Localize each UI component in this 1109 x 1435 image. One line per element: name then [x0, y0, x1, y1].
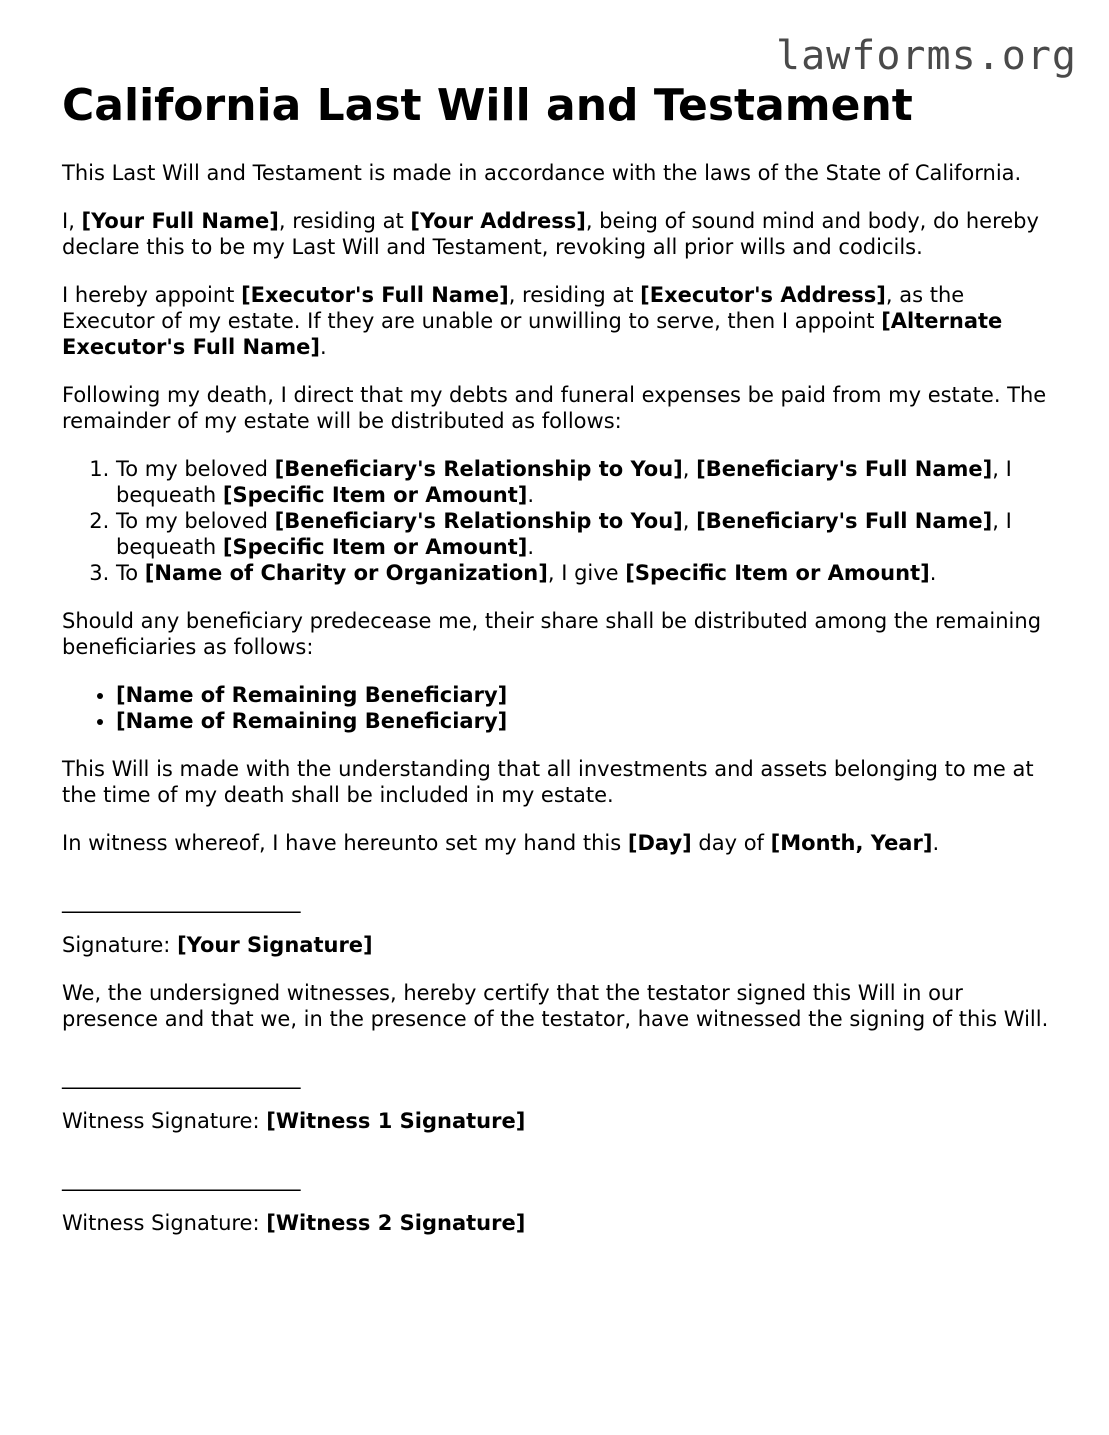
month-year-field: [Month, Year]	[770, 831, 933, 855]
witness-clause-paragraph: In witness whereof, I have hereunto set my hand this [Day] day of [Month, Year].	[62, 831, 940, 855]
beneficiary-name-field: [Beneficiary's Full Name]	[696, 457, 993, 481]
assets-paragraph: This Will is made with the understanding that all investments and assets belonging to me at the time of my death shall be included in my estate.	[62, 757, 1034, 807]
intro-paragraph: This Last Will and Testament is made in accordance with the laws of the State of California.	[62, 161, 1022, 185]
specific-item-field: [Specific Item or Amount]	[222, 535, 528, 559]
alternate-executor-field: [Alternate Executor's Full Name]	[62, 309, 1003, 359]
beneficiary-relationship-field: [Beneficiary's Relationship to You]	[274, 457, 683, 481]
witness2-signature-line: _________________________	[62, 1167, 300, 1191]
beneficiary-relationship-field: [Beneficiary's Relationship to You]	[274, 509, 683, 533]
bequest-item: 2. To my beloved [Beneficiary's Relationship to You], [Beneficiary's Full Name], I bequeath [Specific Item or Amount].	[116, 508, 1052, 560]
witness2-signature-field: [Witness 2 Signature]	[266, 1211, 526, 1235]
distribution-paragraph: Following my death, I direct that my debts and funeral expenses be paid from my estate. The remainder of my estate will be distributed as follows:	[62, 383, 1047, 433]
page-title: California Last Will and Testament	[62, 80, 913, 131]
executor-paragraph: I hereby appoint [Executor's Full Name], residing at [Executor's Address], as the Executor of my estate. If they are unable or unwilling to serve, then I appoint [Alternate Executor's Full Name].	[62, 283, 1003, 359]
executor-address-field: [Executor's Address]	[640, 283, 886, 307]
day-field: [Day]	[627, 831, 692, 855]
bequest-list	[62, 456, 1052, 586]
site-watermark: lawforms.org	[776, 33, 1077, 79]
testator-signature-line: _________________________	[62, 889, 300, 913]
charity-bequest-item: 3. To [Name of Charity or Organization], I give [Specific Item or Amount].	[116, 560, 1052, 586]
witness1-signature-field: [Witness 1 Signature]	[266, 1109, 526, 1133]
witness1-signature-line: _________________________	[62, 1065, 300, 1089]
specific-item-field: [Specific Item or Amount]	[625, 561, 930, 585]
witness1-signature: Witness Signature: [Witness 1 Signature]	[62, 1109, 526, 1133]
your-signature-field: [Your Signature]	[177, 933, 373, 957]
beneficiary-name-field: [Beneficiary's Full Name]	[696, 509, 993, 533]
your-full-name-field: [Your Full Name]	[81, 209, 279, 233]
declaration-paragraph: I, [Your Full Name], residing at [Your Address], being of sound mind and body, do hereby declare this to be my Last Will and Testament, revoking all prior wills and codicils.	[62, 209, 1039, 259]
executor-name-field: [Executor's Full Name]	[241, 283, 509, 307]
remaining-beneficiary-list	[62, 682, 1052, 734]
remaining-beneficiary-item: • [Name of Remaining Beneficiary]	[116, 708, 1052, 734]
certification-paragraph: We, the undersigned witnesses, hereby certify that the testator signed this Will in our presence and that we, in the presence of the testator, have witnessed the signing of this Will.	[62, 981, 1049, 1031]
predecease-paragraph: Should any beneficiary predecease me, their share shall be distributed among the remaining beneficiaries as follows:	[62, 609, 1042, 659]
charity-name-field: [Name of Charity or Organization]	[144, 561, 548, 585]
remaining-beneficiary-item: • [Name of Remaining Beneficiary]	[116, 682, 1052, 708]
your-address-field: [Your Address]	[410, 209, 586, 233]
testator-signature: Signature: [Your Signature]	[62, 933, 373, 957]
bequest-item: 1. To my beloved [Beneficiary's Relationship to You], [Beneficiary's Full Name], I bequeath [Specific Item or Amount].	[116, 456, 1052, 508]
witness2-signature: Witness Signature: [Witness 2 Signature]	[62, 1211, 526, 1235]
will-document	[62, 78, 1052, 1258]
specific-item-field: [Specific Item or Amount]	[222, 483, 528, 507]
